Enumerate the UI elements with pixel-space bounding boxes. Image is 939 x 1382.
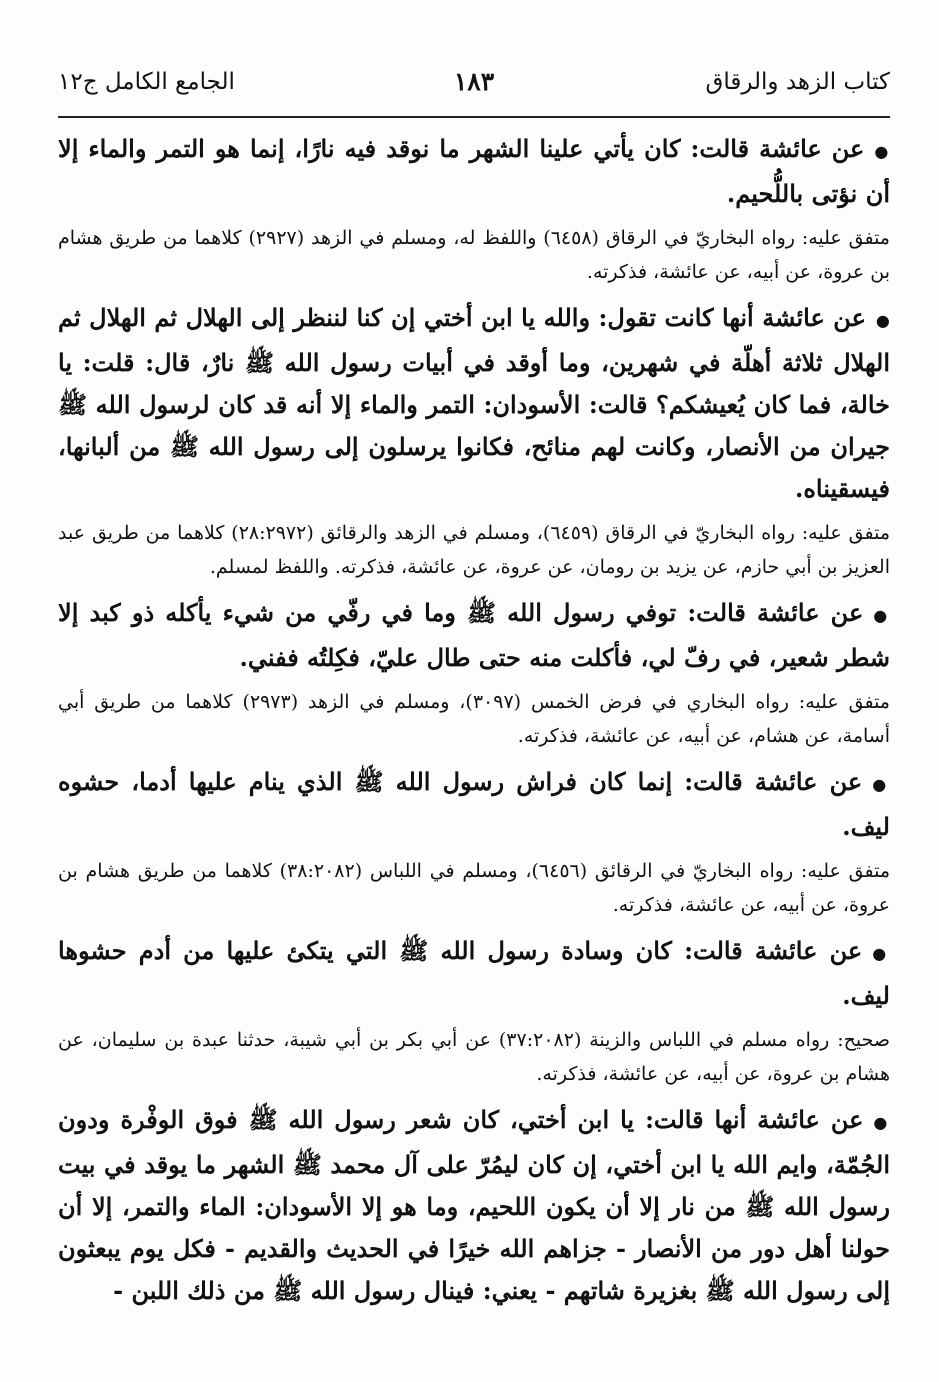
bullet-icon: ● [872, 944, 890, 963]
hadith-text: ●عن عائشة أنها كانت تقول: والله يا ابن أختي إن كنا لننظر إلى الهلال ثم الهلال ثم الهلال ثلاثة أهلّة في شهرين، وما أوقد في أبيات رسول الله ﷺ نارٌ، قال: قلت: يا خالة، فما كان يُعيشكم؟ قالت: الأسودان: التمر والماء إلا أنه قد كان لرسول الله ﷺ جيران من الأنصار، وكانت لهم منائح، فكانوا يرسلون إلى رسول الله ﷺ من ألبانها، فيسقيناه. [58, 303, 891, 503]
hadith-text: ●عن عائشة قالت: توفي رسول الله ﷺ وما في رفّي من شيء يأكله ذو كبد إلا شطر شعير، في رفّ لي، فأكلت منه حتى طال عليّ، فكِلتُه ففني. [58, 598, 890, 672]
takhrij-note: متفق عليه: رواه البخاريّ في الرقاق (٦٤٥٩)، ومسلم في الزهد والرقائق (٢٨:٢٩٧٢) كلاهما من طريق عبد العزيز بن أبي حازم، عن يزيد بن رومان، عن عروة، عن عائشة، فذكرته. واللفظ لمسلم. [58, 522, 890, 578]
takhrij-note: متفق عليه: رواه البخاريّ في الرقائق (٦٤٥٦)، ومسلم في اللباس (٣٨:٢٠٨٢) كلاهما من طريق هشام بن عروة، عن أبيه، عن عائشة، فذكرته. [58, 860, 890, 916]
hadith-text: ●عن عائشة أنها قالت: يا ابن أختي، كان شعر رسول الله ﷺ فوق الوفْرة ودون الجُمّة، وايم الله يا ابن أختي، إن كان ليمُرّ على آل محمد ﷺ الشهر ما يوقد في بيت رسول الله ﷺ من نار إلا أن يكون اللحيم، وما هو إلا الأسودان: الماء والتمر، إلا أن حولنا أهل دور من الأنصار - جزاهم الله خيرًا في الحديث والقديم - فكل يوم يبعثون إلى رسول الله ﷺ بغزيرة شاتهم - يعني: فينال رسول الله ﷺ من ذلك اللبن - [58, 1105, 890, 1305]
bullet-icon: ● [873, 1113, 890, 1132]
page-header [58, 62, 890, 112]
takhrij-note: متفق عليه: رواه البخاريّ في الرقاق (٦٤٥٨) واللفظ له، ومسلم في الزهد (٢٩٢٧) كلاهما من طريق هشام بن عروة، عن أبيه، عن عائشة، فذكرته. [58, 227, 890, 283]
hadith-text: ●عن عائشة قالت: إنما كان فراش رسول الله ﷺ الذي ينام عليها أدما، حشوه ليف. [58, 767, 890, 841]
book-section-title: كتاب الزهد والرقاق [705, 69, 890, 95]
bullet-icon: ● [873, 606, 890, 625]
page-number: ١٨٣ [453, 67, 495, 96]
bullet-icon: ● [874, 142, 890, 161]
bullet-icon: ● [872, 775, 890, 794]
header-divider [58, 116, 890, 118]
bullet-icon: ● [875, 311, 890, 330]
hadith-text: ●عن عائشة قالت: كان يأتي علينا الشهر ما نوقد فيه نارًا، إنما هو التمر والماء إلا أن نؤتى باللُّحيم. [58, 134, 890, 208]
page-body [58, 128, 890, 1318]
hadith-text: ●عن عائشة قالت: كان وسادة رسول الله ﷺ التي يتكئ عليها من أدم حشوها ليف. [58, 936, 890, 1010]
takhrij-note: متفق عليه: رواه البخاري في فرض الخمس (٣٠٩٧)، ومسلم في الزهد (٢٩٧٣) كلاهما من طريق أبي أسامة، عن هشام، عن أبيه، عن عائشة، فذكرته. [58, 691, 890, 747]
takhrij-note: صحيح: رواه مسلم في اللباس والزينة (٣٧:٢٠٨٢) عن أبي بكر بن أبي شيبة، حدثنا عبدة بن سليمان، عن هشام بن عروة، عن أبيه، عن عائشة، فذكرته. [58, 1029, 890, 1085]
book-volume-title: الجامع الكامل ج١٢ [58, 69, 235, 95]
